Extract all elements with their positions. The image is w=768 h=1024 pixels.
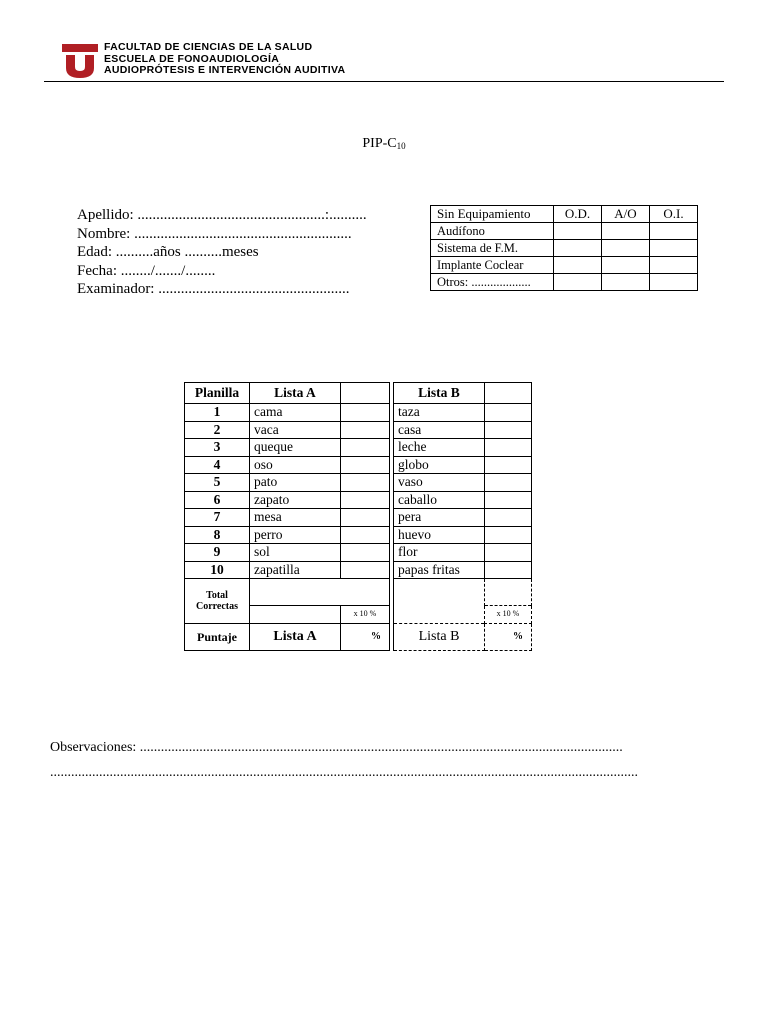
multiplier-b: x 10 % xyxy=(485,606,532,624)
word-list-table xyxy=(184,382,532,651)
header-divider xyxy=(44,81,724,82)
equipment-row xyxy=(431,240,698,257)
edad-field[interactable]: Edad: ..........años ..........meses xyxy=(77,244,259,260)
word-row-number: 5 xyxy=(185,474,250,492)
word-lista-a-score[interactable] xyxy=(341,404,390,422)
word-list-header-row xyxy=(185,383,532,404)
word-row-number: 2 xyxy=(185,421,250,439)
program-name: AUDIOPRÓTESIS E INTERVENCIÓN AUDITIVA xyxy=(104,64,346,76)
word-row xyxy=(185,474,532,492)
word-lista-a-score[interactable] xyxy=(341,509,390,527)
patient-fields xyxy=(77,206,367,299)
word-lista-b-score[interactable] xyxy=(485,439,532,457)
word-lista-b: caballo xyxy=(394,491,485,509)
equipment-row xyxy=(431,274,698,291)
word-lista-a: zapato xyxy=(250,491,341,509)
word-row xyxy=(185,561,532,579)
word-lista-b-score[interactable] xyxy=(485,544,532,562)
word-lista-a: sol xyxy=(250,544,341,562)
total-row xyxy=(185,579,532,606)
observaciones-line-2[interactable]: ........................................................................................................................................................................ xyxy=(50,765,638,780)
word-lista-b-score[interactable] xyxy=(485,421,532,439)
word-row-number: 7 xyxy=(185,509,250,527)
puntaje-label: Puntaje xyxy=(185,623,250,650)
word-row xyxy=(185,509,532,527)
word-rows xyxy=(185,404,532,579)
word-row-number: 3 xyxy=(185,439,250,457)
word-lista-a: vaca xyxy=(250,421,341,439)
word-lista-a-score[interactable] xyxy=(341,491,390,509)
puntaje-row xyxy=(185,623,532,650)
equipment-cell[interactable] xyxy=(602,240,650,257)
word-row xyxy=(185,439,532,457)
multiplier-a: x 10 % xyxy=(341,606,390,624)
equipment-cell[interactable] xyxy=(554,223,602,240)
school-name: ESCUELA DE FONOAUDIOLOGÍA xyxy=(104,52,280,65)
examinador-field[interactable]: Examinador: ................................................... xyxy=(77,281,350,297)
equipment-row-label: Otros: ................... xyxy=(431,274,554,291)
form-code xyxy=(0,136,768,152)
equipment-cell[interactable] xyxy=(650,274,698,291)
word-lista-b: pera xyxy=(394,509,485,527)
equipment-cell[interactable] xyxy=(650,257,698,274)
word-lista-a: zapatilla xyxy=(250,561,341,579)
form-code-main: PIP-C xyxy=(362,136,397,151)
word-lista-a-score[interactable] xyxy=(341,544,390,562)
apellido-field[interactable]: Apellido: ..................................................:.......... xyxy=(77,207,367,223)
lista-a-score-header xyxy=(341,383,390,404)
word-lista-a-score[interactable] xyxy=(341,474,390,492)
equipment-cell[interactable] xyxy=(602,223,650,240)
institution-header xyxy=(104,42,345,77)
word-lista-b-score[interactable] xyxy=(485,456,532,474)
word-lista-a: perro xyxy=(250,526,341,544)
word-lista-b-score[interactable] xyxy=(485,526,532,544)
equipment-row-label: Audífono xyxy=(431,223,554,240)
multiplier-b-blank xyxy=(394,606,485,624)
nombre-field[interactable]: Nombre: .......................................................... xyxy=(77,225,352,242)
total-correctas-label xyxy=(185,579,250,624)
equipment-cell[interactable] xyxy=(554,240,602,257)
word-row xyxy=(185,421,532,439)
lista-b-header: Lista B xyxy=(394,383,485,404)
equipment-header-od: O.D. xyxy=(554,206,602,223)
university-logo-icon xyxy=(62,44,98,78)
word-lista-b: huevo xyxy=(394,526,485,544)
equipment-row xyxy=(431,257,698,274)
equipment-row-label: Implante Coclear xyxy=(431,257,554,274)
planilla-header: Planilla xyxy=(185,383,250,404)
equipment-header-oi: O.I. xyxy=(650,206,698,223)
word-row xyxy=(185,544,532,562)
equipment-header-label: Sin Equipamiento xyxy=(431,206,554,223)
word-row xyxy=(185,456,532,474)
word-lista-b: casa xyxy=(394,421,485,439)
equipment-cell[interactable] xyxy=(602,274,650,291)
form-code-sub: 10 xyxy=(396,141,406,151)
equipment-cell[interactable] xyxy=(554,257,602,274)
word-row-number: 6 xyxy=(185,491,250,509)
word-lista-b: flor xyxy=(394,544,485,562)
word-lista-b: vaso xyxy=(394,474,485,492)
word-row xyxy=(185,491,532,509)
word-row-number: 8 xyxy=(185,526,250,544)
puntaje-lista-b: Lista B xyxy=(394,623,485,650)
word-lista-a: mesa xyxy=(250,509,341,527)
word-lista-b: papas fritas xyxy=(394,561,485,579)
total-a-cell[interactable] xyxy=(250,579,390,606)
equipment-row-label: Sistema de F.M. xyxy=(431,240,554,257)
word-row-number: 9 xyxy=(185,544,250,562)
fecha-field[interactable]: Fecha: ......../......./........ xyxy=(77,262,216,279)
word-lista-a: pato xyxy=(250,474,341,492)
equipment-header-ao: A/O xyxy=(602,206,650,223)
lista-a-header: Lista A xyxy=(250,383,341,404)
word-lista-a-score[interactable] xyxy=(341,526,390,544)
equipment-cell[interactable] xyxy=(650,223,698,240)
lista-b-score-header xyxy=(485,383,532,404)
equipment-cell[interactable] xyxy=(554,274,602,291)
word-lista-b: leche xyxy=(394,439,485,457)
word-lista-b-score[interactable] xyxy=(485,474,532,492)
correctas-label: Correctas xyxy=(195,600,239,612)
faculty-name: FACULTAD DE CIENCIAS DE LA SALUD xyxy=(104,41,313,53)
equipment-cell[interactable] xyxy=(602,257,650,274)
word-lista-a-score[interactable] xyxy=(341,439,390,457)
word-lista-b-score[interactable] xyxy=(485,404,532,422)
total-b-extra-cell[interactable] xyxy=(485,579,532,606)
equipment-cell[interactable] xyxy=(650,240,698,257)
equipment-table xyxy=(430,205,698,291)
puntaje-a-percent[interactable]: % xyxy=(341,623,390,650)
observaciones-line-1[interactable]: Observaciones: .......................................................................................................................................... xyxy=(50,740,623,755)
equipment-row xyxy=(431,223,698,240)
word-row xyxy=(185,526,532,544)
word-lista-a: cama xyxy=(250,404,341,422)
word-row xyxy=(185,404,532,422)
total-label: Total xyxy=(206,589,228,601)
total-b-cell[interactable] xyxy=(394,579,485,606)
word-lista-b: taza xyxy=(394,404,485,422)
word-lista-a-score[interactable] xyxy=(341,561,390,579)
word-lista-a: queque xyxy=(250,439,341,457)
word-lista-b: globo xyxy=(394,456,485,474)
equipment-header-row xyxy=(431,206,698,223)
puntaje-b-percent[interactable]: % xyxy=(485,623,532,650)
word-row-number: 1 xyxy=(185,404,250,422)
puntaje-lista-a: Lista A xyxy=(250,623,341,650)
word-row-number: 10 xyxy=(185,561,250,579)
word-lista-b-score[interactable] xyxy=(485,561,532,579)
word-lista-a-score[interactable] xyxy=(341,456,390,474)
multiplier-a-blank xyxy=(250,606,341,624)
word-row-number: 4 xyxy=(185,456,250,474)
word-lista-b-score[interactable] xyxy=(485,491,532,509)
word-lista-b-score[interactable] xyxy=(485,509,532,527)
word-lista-a-score[interactable] xyxy=(341,421,390,439)
word-lista-a: oso xyxy=(250,456,341,474)
